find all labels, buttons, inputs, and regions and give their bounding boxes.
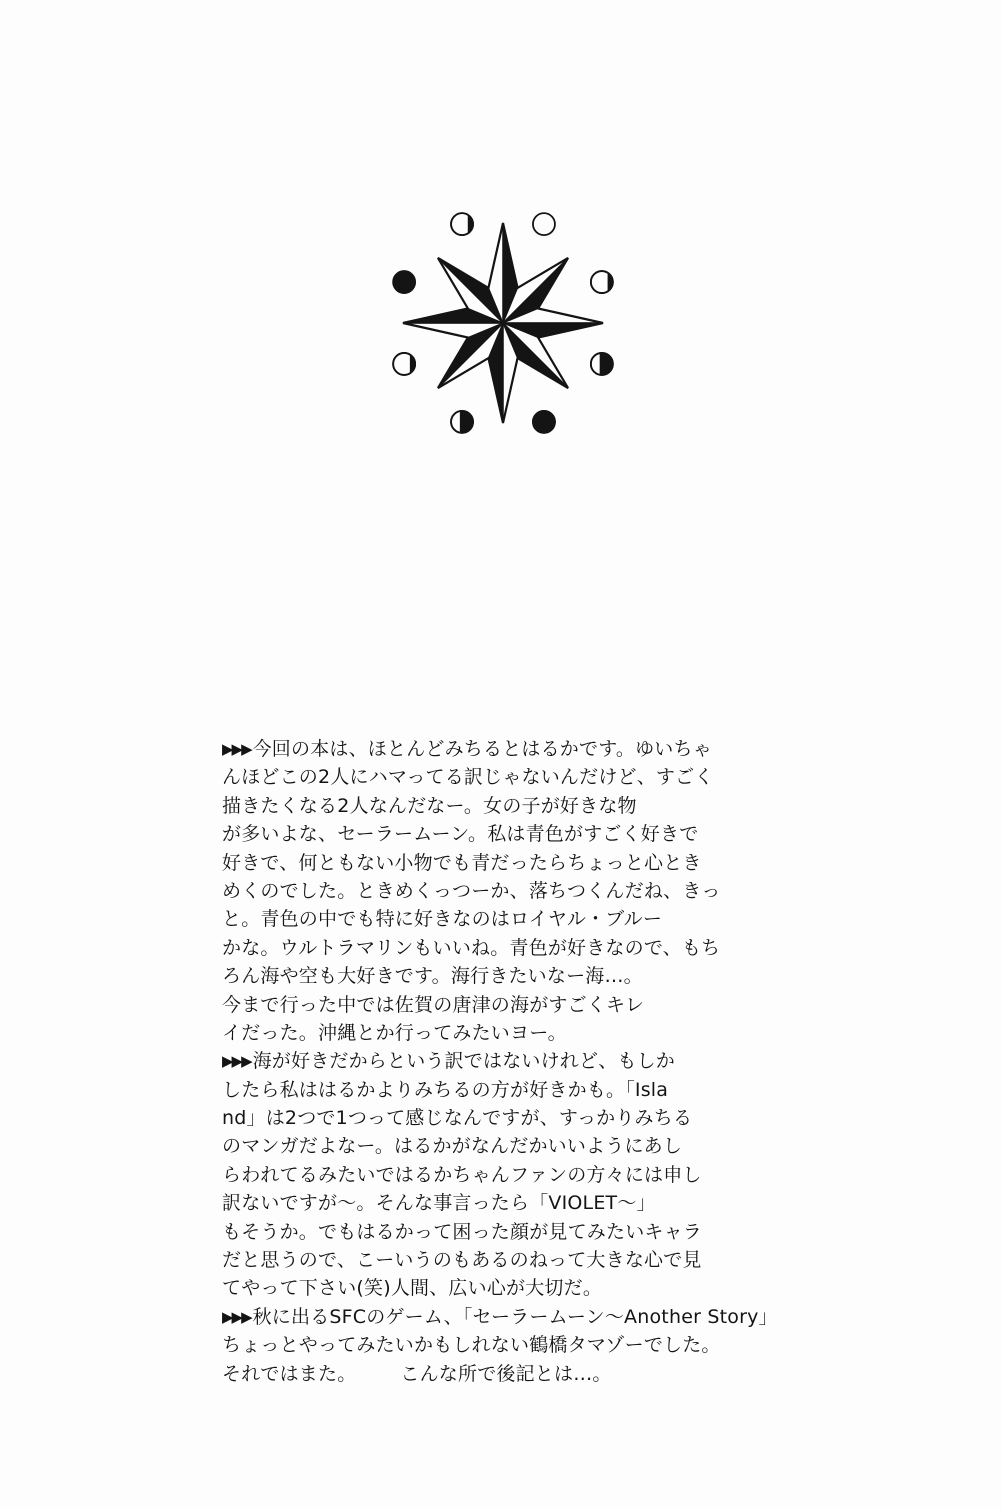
afterword-line [222, 1076, 782, 1104]
afterword-line-text: 海が好きだからという訳ではないけれど、もしか [252, 1050, 676, 1073]
triangle-marker-icon: ▶▶▶ [222, 1307, 251, 1326]
afterword-line [222, 877, 782, 905]
afterword-line-text: のマンガだよなー。はるかがなんだかいいようにあし [222, 1135, 683, 1158]
afterword-line [222, 1218, 782, 1246]
afterword-line [222, 735, 782, 763]
afterword-line-text: ろん海や空も大好きです。海行きたいなー海…。 [222, 965, 643, 988]
afterword-line-text: んほどこの2人にハマってる訳じゃないんだけど、すごく [222, 766, 714, 789]
afterword-lines [222, 735, 782, 1360]
afterword-line-text: 今まで行った中では佐賀の唐津の海がすごくキレ [222, 993, 645, 1016]
afterword-line-text: 秋に出るSFCのゲーム、「セーラームーン～Another Story」 [252, 1305, 778, 1328]
afterword-line [222, 934, 782, 962]
afterword-line-text: らわれてるみたいではるかちゃんファンの方々には申し [222, 1163, 702, 1186]
triangle-marker-icon: ▶▶▶ [222, 740, 251, 758]
afterword-line-text: 訳ないですが～。そんな事言ったら「VIOLET～」 [222, 1192, 656, 1215]
afterword-line-text: イだった。沖縄とか行ってみたいヨー。 [222, 1021, 567, 1044]
afterword-line-text: 描きたくなる2人なんだなー。女の子が好きな物 [222, 794, 637, 817]
afterword-line [222, 1132, 782, 1160]
afterword-line [222, 1246, 782, 1274]
afterword-line-text: したら私ははるかよりみちるの方が好きかも。「Isla [222, 1078, 669, 1101]
afterword-text [222, 735, 782, 1388]
afterword-line [222, 1104, 782, 1132]
afterword-line [222, 849, 782, 877]
afterword-line [222, 1161, 782, 1189]
afterword-line-text: かな。ウルトラマリンもいいね。青色が好きなので、もち [222, 936, 721, 959]
afterword-line-text: てやって下さい(笑)人間、広い心が大切だ。 [222, 1277, 603, 1300]
afterword-line-text: めくのでした。ときめくっつーか、落ちつくんだね、きっ [222, 879, 721, 902]
afterword-line [222, 792, 782, 820]
afterword-line [222, 1189, 782, 1217]
afterword-line [222, 1331, 782, 1359]
compass-star-emblem [383, 203, 623, 443]
afterword-line [222, 1274, 782, 1302]
afterword-line-text: が多いよな、セーラームーン。私は青色がすごく好きで [222, 823, 699, 846]
afterword-line-text: 好きで、何ともない小物でも青だったらちょっと心とき [222, 851, 702, 874]
eight-point-star-icon [403, 223, 603, 423]
afterword-line [222, 1019, 782, 1047]
afterword-line [222, 905, 782, 933]
aside-text: こんな所で後記とは…。 [400, 1362, 612, 1385]
afterword-line-text: と。青色の中でも特に好きなのはロイヤル・ブルー [222, 908, 663, 931]
triangle-marker-icon: ▶▶▶ [222, 1052, 251, 1071]
afterword-line [222, 991, 782, 1019]
afterword-line-text: 今回の本は、ほとんどみちるとはるかです。ゆいちゃ [252, 738, 712, 760]
afterword-line-text: もそうか。でもはるかって困った顔が見てみたいキャラ [222, 1220, 703, 1243]
afterword-line [222, 820, 782, 848]
afterword-line-text: nd」は2つで1つって感じなんですが、すっかりみちる [222, 1107, 693, 1130]
afterword-line [222, 1303, 782, 1331]
afterword-line [222, 763, 782, 791]
afterword-line-text: だと思うので、こーいうのもあるのねって大きな心で見 [222, 1249, 702, 1272]
afterword-line [222, 1047, 782, 1075]
afterword-line [222, 962, 782, 990]
afterword-line-text: ちょっとやってみたいかもしれない鶴橋タマゾーでした。 [222, 1334, 721, 1357]
closing-line [222, 1360, 782, 1388]
closing-text: それではまた。 [222, 1362, 357, 1385]
